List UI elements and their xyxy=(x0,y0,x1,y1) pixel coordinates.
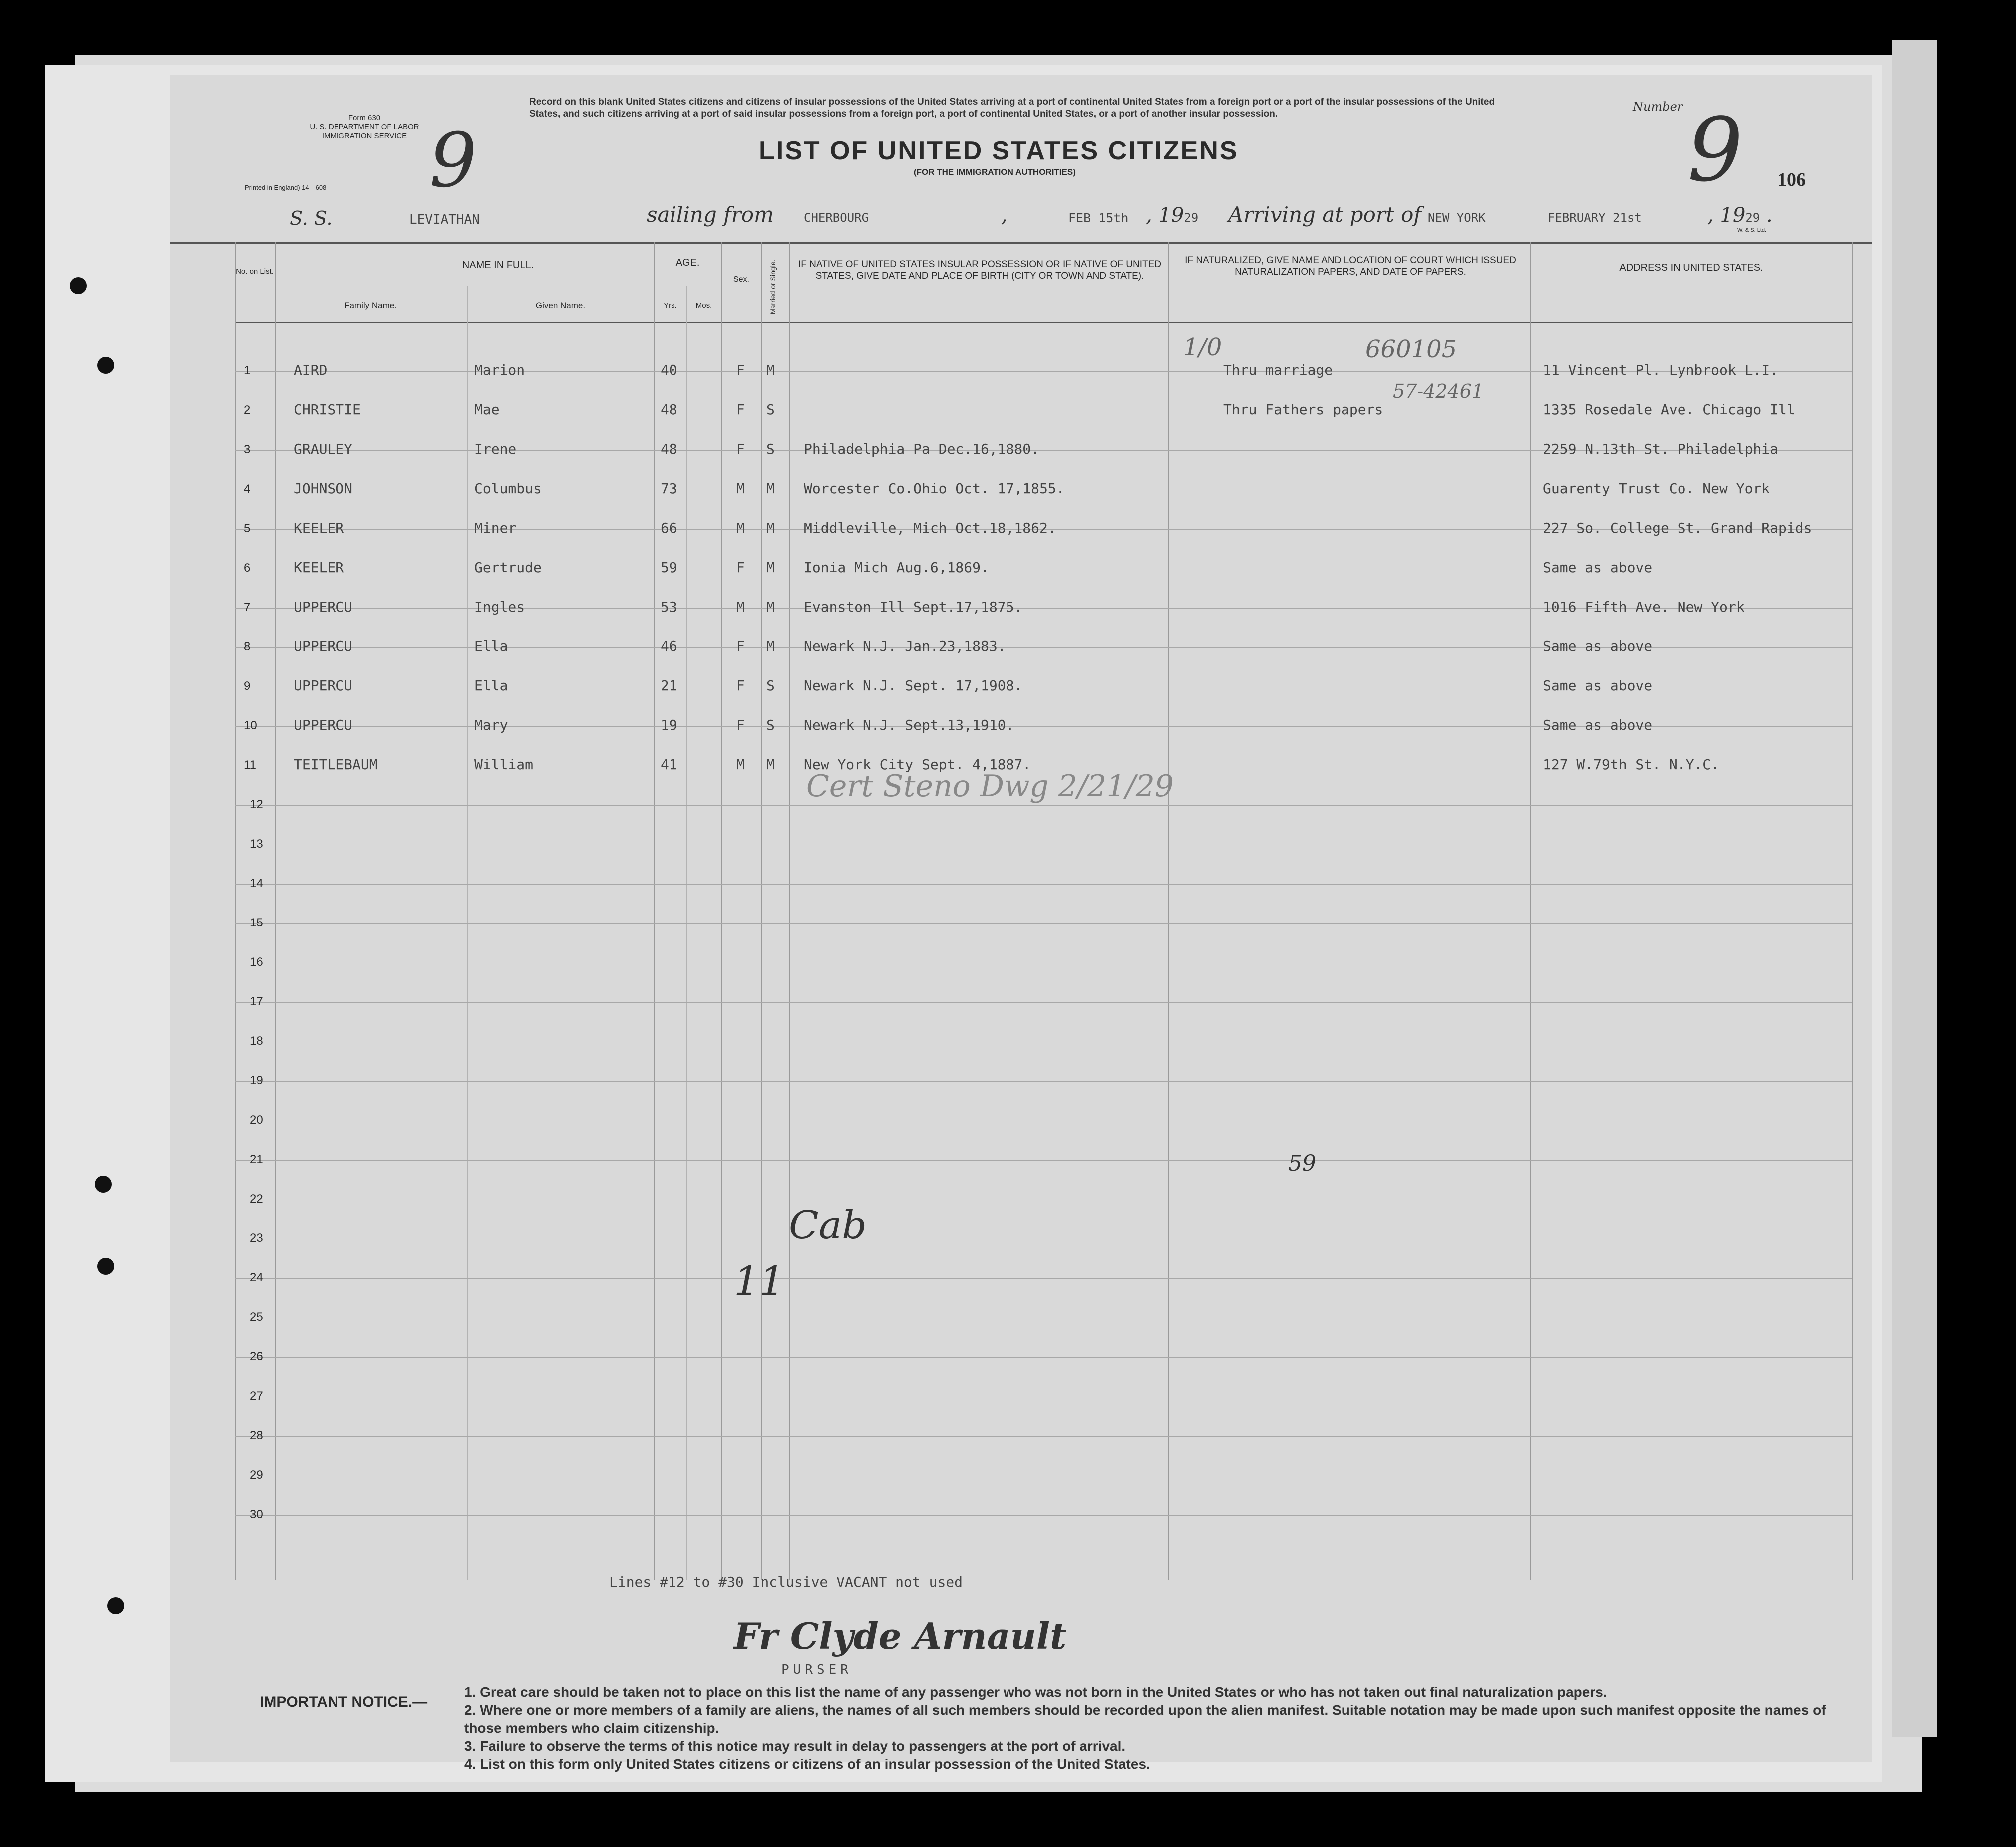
row-line xyxy=(235,1002,1852,1003)
birth-place-date: Worcester Co.Ohio Oct. 17,1855. xyxy=(804,480,1065,497)
row-number: 29 xyxy=(250,1468,263,1482)
marital-status: S xyxy=(766,441,775,457)
marital-status: M xyxy=(766,756,775,773)
row-number: 13 xyxy=(250,837,263,851)
family-name: GRAULEY xyxy=(294,441,353,457)
given-name: Marion xyxy=(474,362,525,378)
given-name: Mae xyxy=(474,401,500,418)
row-number: 19 xyxy=(250,1074,263,1087)
family-name: UPPERCU xyxy=(294,677,353,694)
handwritten-cert-2: 57-42461 xyxy=(1393,380,1484,402)
department: U. S. DEPARTMENT OF LABOR xyxy=(310,123,419,131)
sex: F xyxy=(736,559,745,576)
row-number: 8 xyxy=(244,640,251,653)
punch-hole xyxy=(97,1258,114,1275)
birth-place-date: Evanston Ill Sept.17,1875. xyxy=(804,599,1023,615)
row-number: 18 xyxy=(250,1034,263,1048)
departure-port: CHERBOURG xyxy=(804,211,869,225)
family-name: JOHNSON xyxy=(294,480,353,497)
address: 11 Vincent Pl. Lynbrook L.I. xyxy=(1543,362,1779,378)
sailing-label: sailing from xyxy=(647,202,774,227)
age-years: 66 xyxy=(661,520,677,536)
form-number: Form 630 xyxy=(348,114,381,122)
marital-status: S xyxy=(766,717,775,733)
given-name: Columbus xyxy=(474,480,542,497)
marital-status: M xyxy=(766,480,775,497)
marital-status: M xyxy=(766,520,775,536)
sex: M xyxy=(736,520,745,536)
birth-place-date: Philadelphia Pa Dec.16,1880. xyxy=(804,441,1040,457)
sheet-edge xyxy=(1892,40,1937,1737)
birth-place-date: Newark N.J. Jan.23,1883. xyxy=(804,638,1006,654)
naturalization: Thru Fathers papers xyxy=(1223,401,1383,418)
row-line xyxy=(235,1081,1852,1082)
family-name: AIRD xyxy=(294,362,328,378)
notice-item: 2. Where one or more members of a family are aliens, the names of all such members should be recorded upon the alien manifest. Suitable notation may be made upon such manifest opposite the names of those members who claim citizenship. xyxy=(464,1702,1826,1736)
row-line xyxy=(235,1160,1852,1161)
address: Same as above xyxy=(1543,638,1653,654)
sex: F xyxy=(736,638,745,654)
row-number: 1 xyxy=(244,364,251,377)
ship-name: LEVIATHAN xyxy=(409,212,480,227)
ss-label: S. S. xyxy=(290,207,333,229)
printer-mark: W. & S. Ltd. xyxy=(1737,227,1767,233)
birth-place-date: Middleville, Mich Oct.18,1862. xyxy=(804,520,1056,536)
marital-status: S xyxy=(766,677,775,694)
family-name: TEITLEBAUM xyxy=(294,756,378,773)
notice-label: IMPORTANT NOTICE.— xyxy=(260,1694,428,1710)
col-given: Given Name. xyxy=(535,301,586,310)
col-months: Mos. xyxy=(695,301,712,309)
age-years: 40 xyxy=(661,362,677,378)
marital-status: M xyxy=(766,599,775,615)
birth-place-date: New York City Sept. 4,1887. xyxy=(804,756,1031,773)
handwritten-count: 11 xyxy=(734,1258,785,1304)
punch-hole xyxy=(107,1597,124,1614)
family-name: UPPERCU xyxy=(294,599,353,615)
punch-hole xyxy=(95,1176,112,1193)
sailing-year: 29 xyxy=(1184,211,1199,225)
row-line xyxy=(235,1436,1852,1437)
birth-place-date: Newark N.J. Sept. 17,1908. xyxy=(804,677,1023,694)
given-name: Irene xyxy=(474,441,517,457)
row-number: 11 xyxy=(244,758,256,772)
row-number: 3 xyxy=(244,443,251,456)
row-number: 6 xyxy=(244,561,251,575)
instructions: Record on this blank United States citizens and citizens of insular possessions of the United States arriving at a port of continental United States from a foreign port or a port of the insular possessions of the United States, and such citizens arriving at a port of said insular possessions from a foreign port, a port of continental United States, or a port of another insular possession. xyxy=(529,97,1495,119)
page-subtitle: (FOR THE IMMIGRATION AUTHORITIES) xyxy=(914,167,1076,177)
arriving-label: Arriving at port of xyxy=(1228,202,1421,227)
arrival-year: 29 xyxy=(1745,211,1760,225)
given-name: Mary xyxy=(474,717,508,733)
arrival-date: FEBRUARY 21st xyxy=(1548,211,1642,225)
purser-signature: Fr Clyde Arnault xyxy=(734,1615,1067,1657)
address: 2259 N.13th St. Philadelphia xyxy=(1543,441,1779,457)
handwritten-margin-number: 59 xyxy=(1288,1151,1316,1176)
row-line xyxy=(235,1278,1852,1279)
family-name: UPPERCU xyxy=(294,638,353,654)
row-number: 25 xyxy=(250,1310,263,1324)
page-stamp: 106 xyxy=(1777,169,1806,190)
age-years: 46 xyxy=(661,638,677,654)
address: Guarenty Trust Co. New York xyxy=(1543,480,1770,497)
marital-status: M xyxy=(766,362,775,378)
address: 127 W.79th St. N.Y.C. xyxy=(1543,756,1720,773)
naturalization: Thru marriage xyxy=(1223,362,1333,378)
sex: F xyxy=(736,441,745,457)
notice-item: 3. Failure to observe the terms of this notice may result in delay to passengers at the port of arrival. xyxy=(464,1738,1126,1754)
notice-item: 4. List on this form only United States citizens or citizens of an insular possession of the United States. xyxy=(464,1756,1150,1772)
handwritten-count-note: Cab xyxy=(789,1203,867,1248)
row-number: 21 xyxy=(250,1153,263,1166)
age-years: 48 xyxy=(661,401,677,418)
col-years: Yrs. xyxy=(664,301,677,309)
age-years: 41 xyxy=(661,756,677,773)
sex: M xyxy=(736,599,745,615)
handwritten-mark: 1/0 xyxy=(1183,333,1222,361)
address: Same as above xyxy=(1543,677,1653,694)
printed-note: Printed in England) 14—608 xyxy=(245,184,327,191)
row-number: 12 xyxy=(250,798,263,811)
col-age: AGE. xyxy=(675,257,700,268)
row-number: 10 xyxy=(244,719,257,732)
col-birth: IF NATIVE OF UNITED STATES INSULAR POSSESSION OR IF NATIVE OF UNITED STATES, GIVE DATE AND PLACE OF BIRTH (CITY OR TOWN AND STATE). xyxy=(798,259,1161,281)
row-line xyxy=(235,1515,1852,1516)
family-name: CHRISTIE xyxy=(294,401,361,418)
row-number: 20 xyxy=(250,1113,263,1127)
given-name: William xyxy=(474,756,534,773)
age-years: 59 xyxy=(661,559,677,576)
marital-status: S xyxy=(766,401,775,418)
age-years: 73 xyxy=(661,480,677,497)
row-number: 2 xyxy=(244,403,251,417)
manifest-form xyxy=(170,75,1872,1762)
sailing-date: FEB 15th xyxy=(1068,211,1129,225)
sex: M xyxy=(736,480,745,497)
year-prefix: 19 xyxy=(1158,204,1184,227)
age-years: 48 xyxy=(661,441,677,457)
row-number: 14 xyxy=(250,877,263,890)
row-number: 15 xyxy=(250,916,263,929)
handwritten-cert-1: 660105 xyxy=(1365,335,1457,363)
birth-place-date: Newark N.J. Sept.13,1910. xyxy=(804,717,1014,733)
sex: F xyxy=(736,401,745,418)
marital-status: M xyxy=(766,559,775,576)
row-number: 23 xyxy=(250,1231,263,1245)
punch-hole xyxy=(97,357,114,374)
purser-label: PURSER xyxy=(781,1662,852,1677)
address: Same as above xyxy=(1543,717,1653,733)
vacant-note: Lines #12 to #30 Inclusive VACANT not used xyxy=(609,1574,963,1590)
row-number: 22 xyxy=(250,1192,263,1206)
row-number: 17 xyxy=(250,995,263,1008)
row-number: 24 xyxy=(250,1271,263,1284)
row-line xyxy=(235,884,1852,885)
col-name: NAME IN FULL. xyxy=(462,260,534,271)
age-years: 21 xyxy=(661,677,677,694)
row-number: 26 xyxy=(250,1350,263,1363)
given-name: Ella xyxy=(474,677,508,694)
given-name: Gertrude xyxy=(474,559,542,576)
row-line xyxy=(235,1357,1852,1358)
given-name: Ingles xyxy=(474,599,525,615)
handwritten-note: Cert Steno Dwg 2/21/29 xyxy=(806,769,1174,804)
age-years: 53 xyxy=(661,599,677,615)
row-line xyxy=(235,805,1852,806)
row-number: 27 xyxy=(250,1389,263,1403)
birth-place-date: Ionia Mich Aug.6,1869. xyxy=(804,559,989,576)
sex: M xyxy=(736,756,745,773)
notice-item: 1. Great care should be taken not to place on this list the name of any passenger who was not born in the United States or who has not taken out final naturalization papers. xyxy=(464,1684,1607,1700)
row-number: 4 xyxy=(244,482,251,496)
row-number: 16 xyxy=(250,955,263,969)
address: 1016 Fifth Ave. New York xyxy=(1543,599,1745,615)
list-number-handwritten: 9 xyxy=(429,117,477,204)
col-sex: Sex. xyxy=(733,275,749,284)
family-name: UPPERCU xyxy=(294,717,353,733)
given-name: Ella xyxy=(474,638,508,654)
sex: F xyxy=(736,677,745,694)
col-naturalized: IF NATURALIZED, GIVE NAME AND LOCATION OF COURT WHICH ISSUED NATURALIZATION PAPERS, AND DATE OF PAPERS. xyxy=(1185,255,1516,277)
sex: F xyxy=(736,362,745,378)
address: 1335 Rosedale Ave. Chicago Ill xyxy=(1543,401,1795,418)
age-years: 19 xyxy=(661,717,677,733)
punch-hole xyxy=(70,277,87,294)
family-name: KEELER xyxy=(294,520,344,536)
notice-list xyxy=(464,1683,1862,1773)
service: IMMIGRATION SERVICE xyxy=(322,132,407,140)
family-name: KEELER xyxy=(294,559,344,576)
col-married: Married or Single. xyxy=(769,259,777,314)
sex: F xyxy=(736,717,745,733)
row-number: 5 xyxy=(244,522,251,535)
col-no: No. on List. xyxy=(236,267,274,276)
col-family: Family Name. xyxy=(344,301,397,310)
arrival-port: NEW YORK xyxy=(1428,211,1486,225)
marital-status: M xyxy=(766,638,775,654)
address: 227 So. College St. Grand Rapids xyxy=(1543,520,1812,536)
number-value: 9 xyxy=(1687,100,1743,201)
number-label: Number xyxy=(1633,100,1683,114)
col-address: ADDRESS IN UNITED STATES. xyxy=(1619,262,1763,273)
given-name: Miner xyxy=(474,520,517,536)
address: Same as above xyxy=(1543,559,1653,576)
row-number: 9 xyxy=(244,679,251,693)
row-number: 7 xyxy=(244,601,251,614)
row-number: 30 xyxy=(250,1508,263,1521)
row-number: 28 xyxy=(250,1429,263,1442)
page-title: LIST OF UNITED STATES CITIZENS xyxy=(759,136,1239,165)
